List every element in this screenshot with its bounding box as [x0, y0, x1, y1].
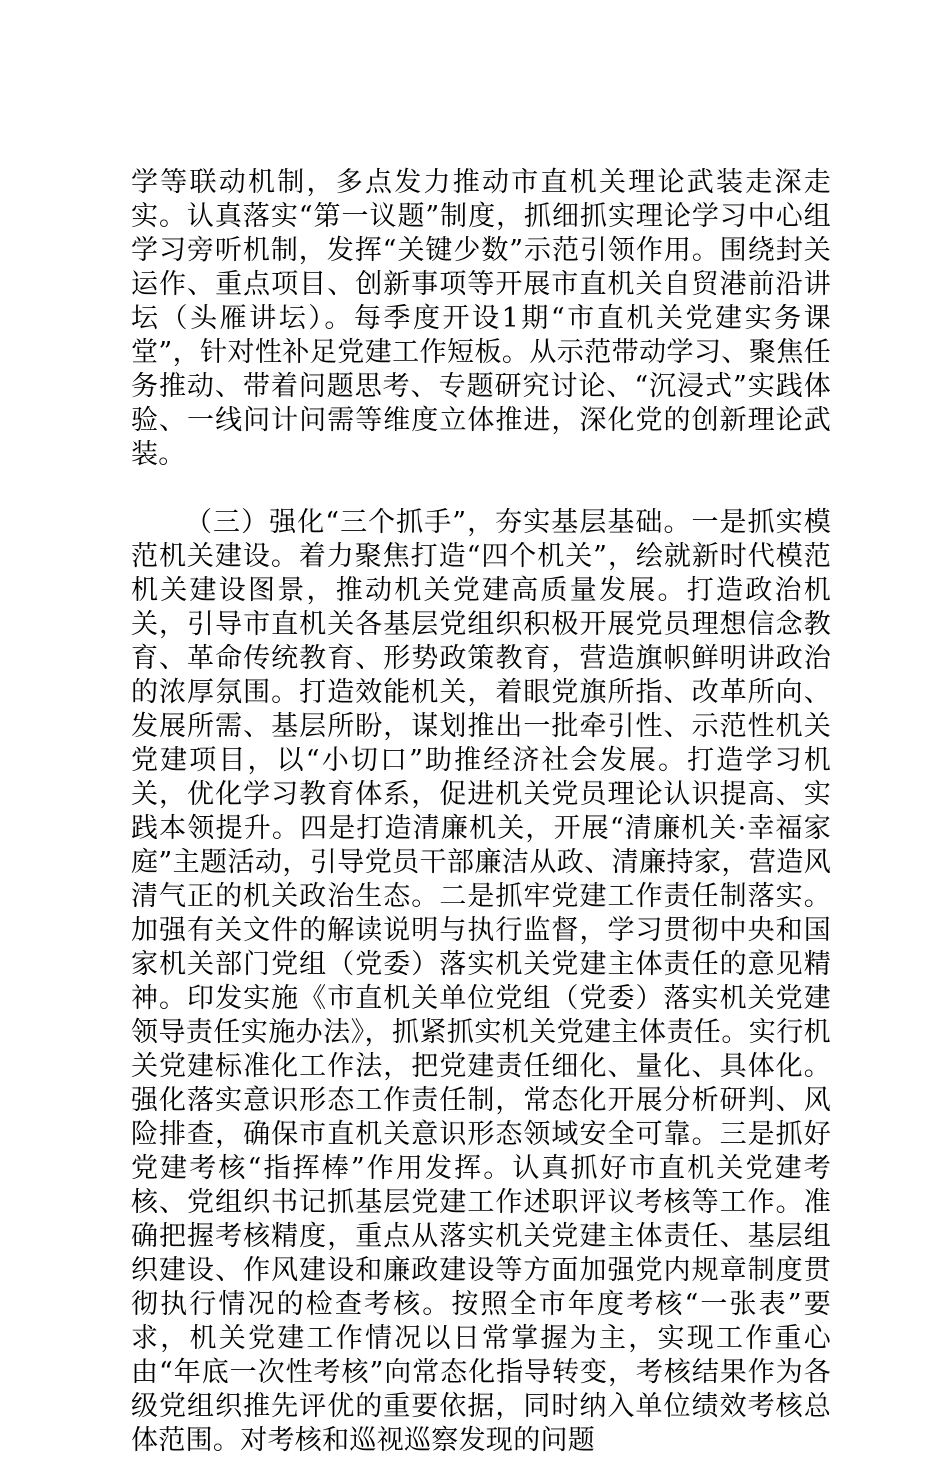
paragraph-section-three: （三）强化“三个抓手”，夯实基层基础。一是抓实模范机关建设。着力聚焦打造“四个机关”，绘就新时代模范机关建设图景，推动机关党建高质量发展。打造政治机关，引导市直机关各基层党组织积极开展党员理想信念教育、革命传统教育、形势政策教育，营造旗帜鲜明讲政治的浓厚氛围。打造效能机关，着眼党旗所指、改革所向、发展所需、基层所盼，谋划推出一批牵引性、示范性机关党建项目，以“小切口”助推经济社会发展。打造学习机关，优化学习教育体系，促进机关党员理论认识提高、实践本领提升。四是打造清廉机关，开展“清廉机关·幸福家庭”主题活动，引导党员干部廉洁从政、清廉持家，营造风清气正的机关政治生态。二是抓牢党建工作责任制落实。加强有关文件的解读说明与执行监督，学习贯彻中央和国家机关部门党组（党委）落实机关党建主体责任的意见精神。印发实施《市直机关单位党组（党委）落实机关党建领导责任实施办法》，抓紧抓实机关党建主体责任。实行机关党建标准化工作法，把党建责任细化、量化、具体化。强化落实意识形态工作责任制，常态化开展分析研判、风险排查，确保市直机关意识形态领域安全可靠。三是抓好党建考核“指挥棒”作用发挥。认真抓好市直机关党建考核、党组织书记抓基层党建工作述职评议考核等工作。准确把握考核精度，重点从落实机关党建主体责任、基层组织建设、作风建设和廉政建设等方面加强党内规章制度贯彻执行情况的检查考核。按照全市年度考核“一张表”要求，机关党建工作情况以日常掌握为主，实现工作重心由“年底一次性考核”向常态化指导转变，考核结果作为各级党组织推先评优的重要依据，同时纳入单位绩效考核总体范围。对考核和巡视巡察发现的问题	[131, 507, 831, 1456]
paragraph-continuation: 学等联动机制，多点发力推动市直机关理论武装走深走实。认真落实“第一议题”制度，抓细抓实理论学习中心组学习旁听机制，发挥“关键少数”示范引领作用。围绕封关运作、重点项目、创新事项等开展市直机关自贸港前沿讲坛（头雁讲坛）。每季度开设1期“市直机关党建实务课堂”，针对性补足党建工作短板。从示范带动学习、聚焦任务推动、带着问题思考、专题研究讨论、“沉浸式”实践体验、一线问计问需等维度立体推进，深化党的创新理论武装。	[131, 167, 831, 470]
document-body	[131, 166, 831, 1458]
